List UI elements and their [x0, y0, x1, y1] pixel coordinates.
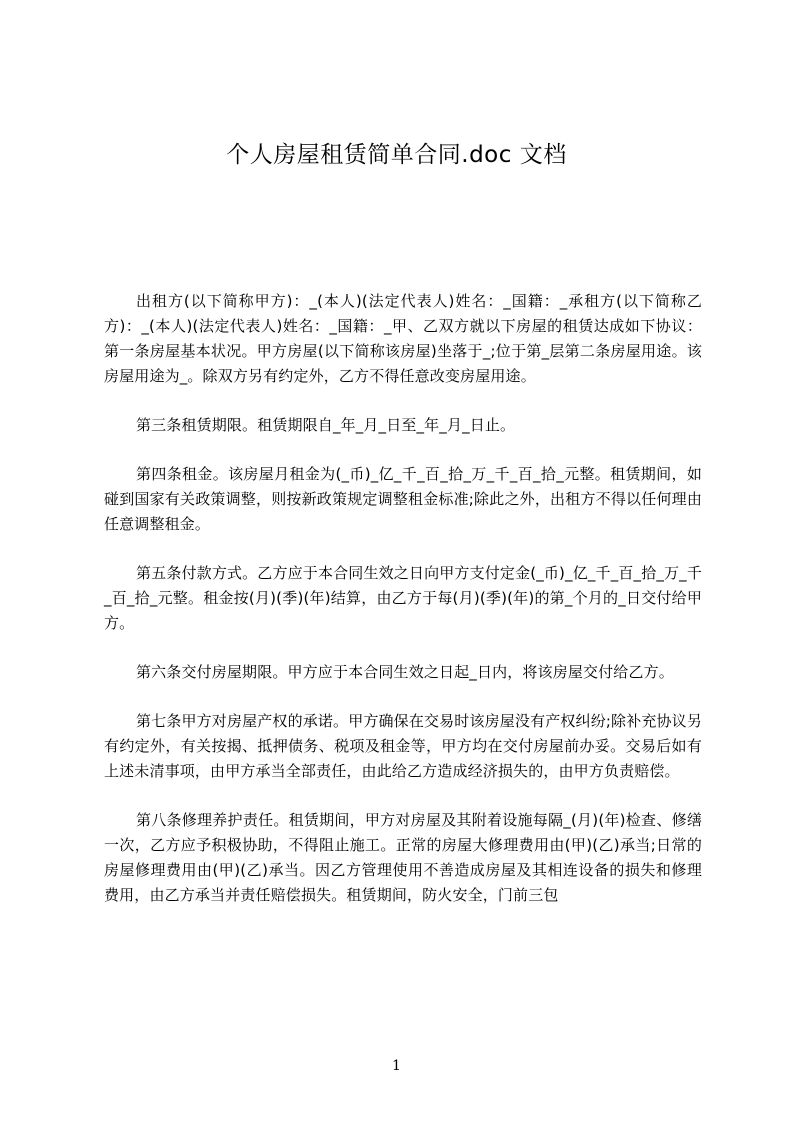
paragraph-article-5: 第五条付款方式。乙方应于本合同生效之日向甲方支付定金(_币)_亿_千_百_拾_万_千_百_拾_元整。租金按(月)(季)(年)结算，由乙方于每(月)(季)(年)的第_个月的_日交付给甲方。	[104, 564, 702, 632]
paragraph-article-6: 第六条交付房屋期限。甲方应于本合同生效之日起_日内，将该房屋交付给乙方。	[136, 663, 674, 681]
paragraph-article-7: 第七条甲方对房屋产权的承诺。甲方确保在交易时该房屋没有产权纠纷;除补充协议另有约定外，有关按揭、抵押债务、税项及租金等，甲方均在交付房屋前办妥。交易后如有上述未清事项，由甲方承当全部责任，由此给乙方造成经济损失的，由甲方负责赔偿。	[104, 712, 702, 780]
paragraph-article-8: 第八条修理养护责任。租赁期间，甲方对房屋及其附着设施每隔_(月)(年)检查、修缮一次，乙方应予积极协助，不得阻止施工。正常的房屋大修理费用由(甲)(乙)承当;日常的房屋修理费用由(甲)(乙)承当。因乙方管理使用不善造成房屋及其相连设备的损失和修理费用，由乙方承当并责任赔偿损失。租赁期间，防火安全，门前三包	[104, 811, 702, 904]
paragraph-parties: 出租方(以下简称甲方)：_(本人)(法定代表人)姓名：_国籍：_承租方(以下简称乙方)：_(本人)(法定代表人)姓名：_国籍：_甲、乙双方就以下房屋的租赁达成如下协议：第一条房屋基本状况。甲方房屋(以下简称该房屋)坐落于_;位于第_层第二条房屋用途。该房屋用途为_。除双方另有约定外，乙方不得任意改变房屋用途。	[104, 292, 702, 385]
paragraph-article-3: 第三条租赁期限。租赁期限自_年_月_日至_年_月_日止。	[136, 416, 516, 434]
document-body	[104, 289, 702, 932]
document-title: 个人房屋租赁简单合同.doc 文档	[226, 142, 567, 168]
page-number: 1	[392, 1058, 401, 1074]
paragraph-article-4: 第四条租金。该房屋月租金为(_币)_亿_千_百_拾_万_千_百_拾_元整。租赁期间，如碰到国家有关政策调整，则按新政策规定调整租金标准;除此之外，出租方不得以任何理由任意调整租金。	[104, 465, 702, 533]
